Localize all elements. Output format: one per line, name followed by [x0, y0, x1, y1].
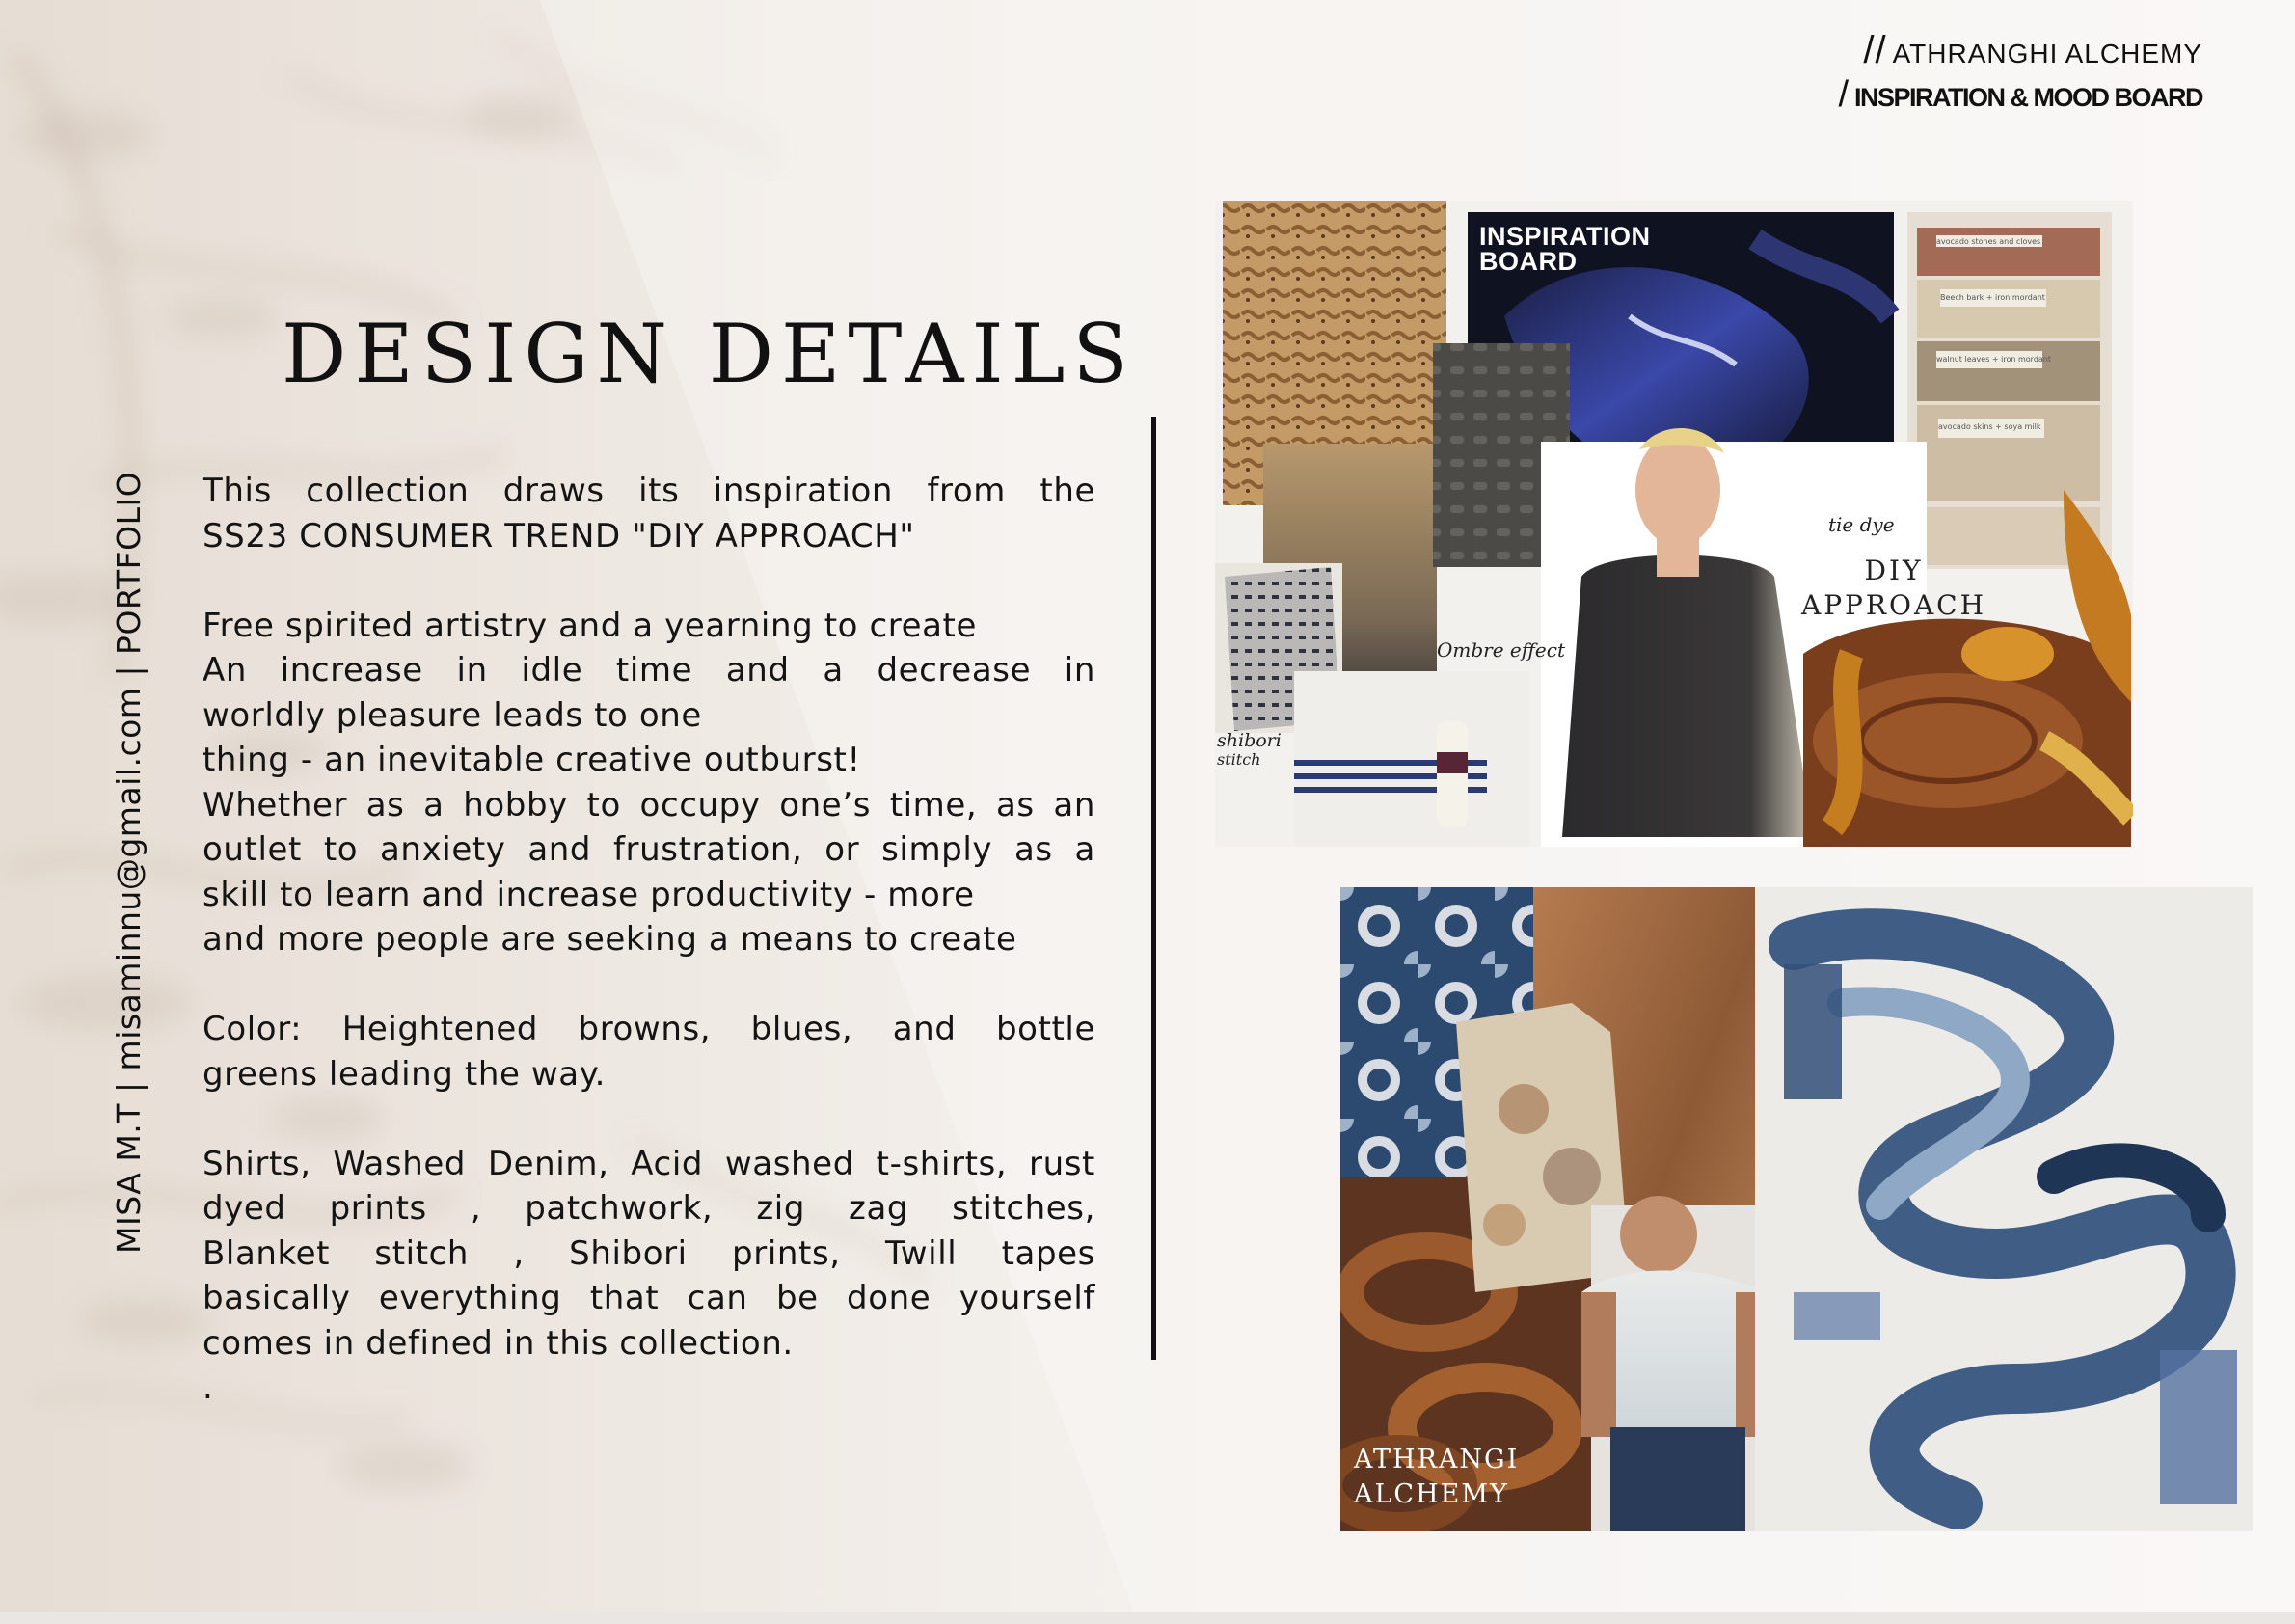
project-name: ATHRANGHI ALCHEMY: [1892, 39, 2202, 68]
mood-collage: [1340, 887, 2253, 1531]
tie-dye-label: tie dye: [1828, 513, 1895, 536]
ombre-effect-label: Ombre effect: [1437, 638, 1565, 662]
swatch-tag: walnut leaves + iron mordant: [1936, 355, 2052, 364]
text-line: Blanket stitch , Shibori prints, Twill tapes: [202, 1233, 1095, 1273]
header-slash: //: [1863, 29, 1887, 71]
header: [1838, 29, 2202, 116]
swatch-tag: avocado skins + soya milk: [1938, 422, 2041, 431]
shibori-label-line: shibori: [1217, 730, 1282, 751]
text-line: Free spirited artistry and a yearning to create: [202, 606, 977, 645]
text-line: dyed prints , patchwork, zig zag stitches,: [202, 1189, 1095, 1228]
board-label-line: INSPIRATION: [1479, 222, 1651, 251]
text-line: skill to learn and increase productivity - more: [202, 875, 975, 914]
design-description: [202, 469, 1095, 1411]
mood-board: [1340, 887, 2253, 1531]
board-label-line: BOARD: [1479, 247, 1578, 276]
text-line: SS23 CONSUMER TREND "DIY APPROACH": [202, 516, 915, 555]
swatch-tag: Beech bark + iron mordant: [1940, 293, 2045, 302]
board-label-line: ALCHEMY: [1354, 1479, 1509, 1509]
section-name: INSPIRATION & MOOD BOARD: [1854, 83, 2202, 112]
shibori-label-line: stitch: [1217, 750, 1261, 769]
text-line: basically everything that can be done yourself: [202, 1279, 1095, 1317]
inspiration-board: [1215, 201, 2133, 847]
text-line: This collection draws its inspiration from the: [202, 472, 1095, 510]
shibori-stitch-label: [1217, 731, 1282, 770]
text-line: comes in defined in this collection.: [202, 1323, 794, 1363]
swatch-tag: avocado stones and cloves: [1936, 237, 2041, 246]
diy-label-line: DIY: [1864, 555, 1924, 586]
vertical-divider: [1151, 417, 1156, 1360]
text-line: Shirts, Washed Denim, Acid washed t-shirts, rust: [202, 1144, 1095, 1183]
text-line: outlet to anxiety and frustration, or simply as a: [202, 830, 1095, 869]
text-line: thing - an inevitable creative outburst!: [202, 741, 861, 779]
text-line: greens leading the way.: [202, 1054, 607, 1094]
text-line: and more people are seeking a means to create: [202, 920, 1017, 959]
page-title: DESIGN DETAILS: [282, 307, 1136, 401]
portfolio-side-label: MISA M.T | misaminnu@gmail.com | PORTFOLIO: [110, 471, 148, 1254]
header-line-2: [1838, 74, 2202, 116]
text-line: An increase in idle time and a decrease in: [202, 651, 1095, 690]
text-line: worldly pleasure leads to one: [202, 695, 702, 735]
diy-approach-label: [1801, 554, 1986, 623]
inspiration-board-label: [1479, 224, 1651, 274]
diy-label-line: APPROACH: [1801, 589, 1986, 621]
text-line: Color: Heightened browns, blues, and bottle: [202, 1010, 1095, 1048]
text-line: .: [202, 1368, 214, 1407]
header-line-1: [1838, 29, 2202, 72]
board-label-line: ATHRANGI: [1354, 1445, 1520, 1475]
text-line: Whether as a hobby to occupy one’s time, as an: [202, 785, 1095, 825]
header-slash: /: [1838, 74, 1849, 115]
athrangi-alchemy-label: [1354, 1443, 1519, 1512]
